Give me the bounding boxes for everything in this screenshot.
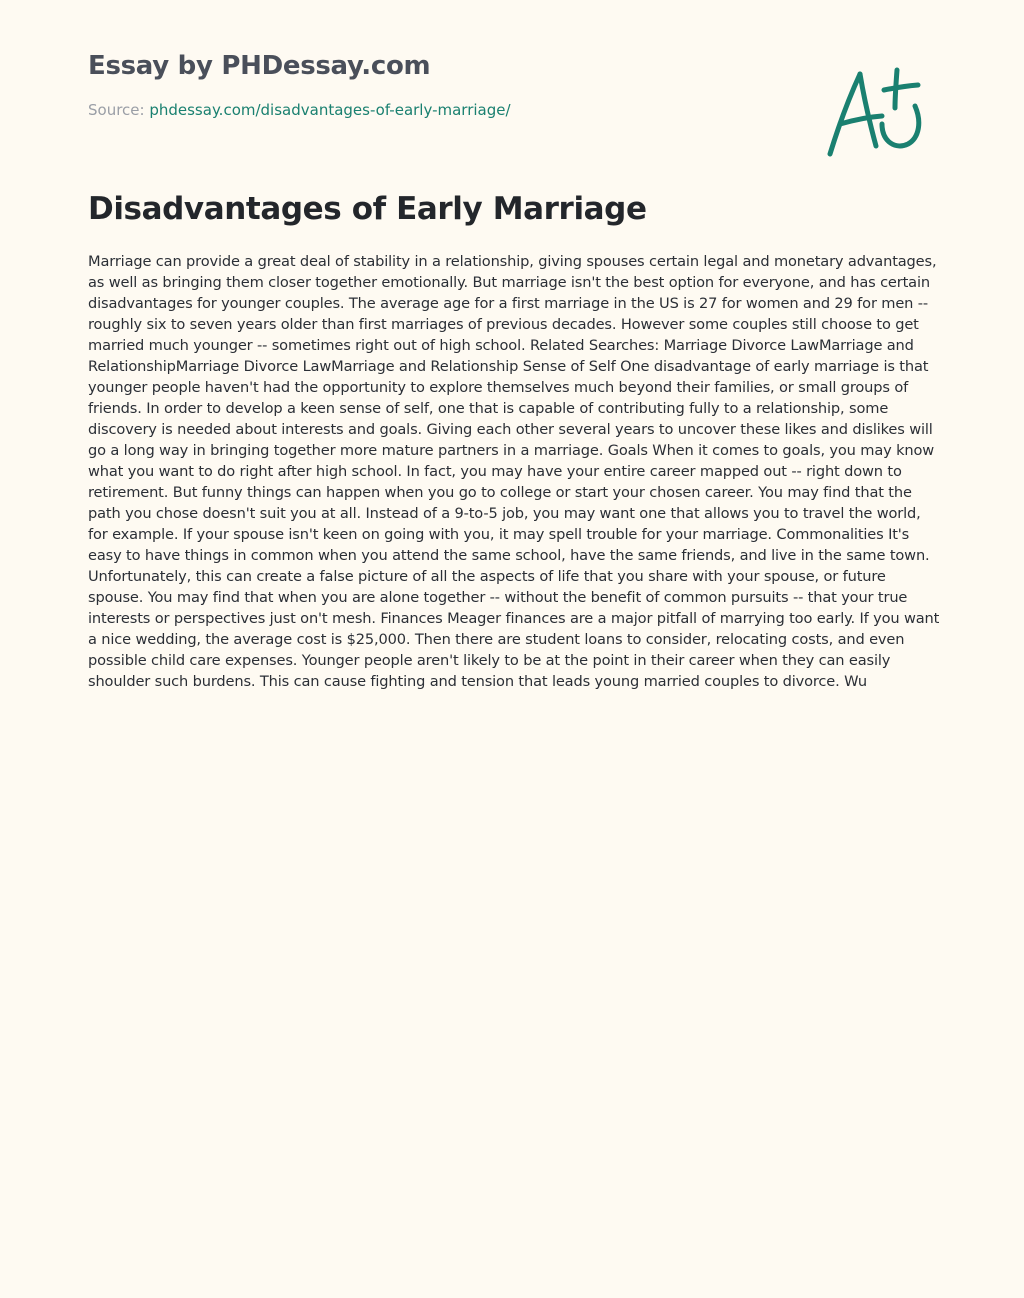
a-plus-grade-icon [820,62,930,162]
source-link[interactable]: phdessay.com/disadvantages-of-early-marriage/ [149,101,511,119]
essay-body: Marriage can provide a great deal of stability in a relationship, giving spouses certain legal and monetary advantages, as well as bringing them closer together emotionally. But marriage isn't the best option for everyone, and has certain disadvantages for younger couples. The average age for a first marriage in the US is 27 for women and 29 for men -- roughly six to seven years older than first marriages of previous decades. However some couples still choose to get married much younger -- sometimes right out of high school. Related Searches: Marriage Divorce LawMarriage and RelationshipMarriage Divorce LawMarriage and Relationship Sense of Self One disadvantage of early marriage is that younger people haven't had the opportunity to explore themselves much beyond their families, or small groups of friends. In order to develop a keen sense of self, one that is capable of contributing fully to a relationship, some discovery is needed about interests and goals. Giving each other several years to uncover these likes and dislikes will go a long way in bringing together more mature partners in a marriage. Goals When it comes to goals, you may know what you want to do right after high school. In fact, you may have your entire career mapped out -- right down to retirement. But funny things can happen when you go to college or start your chosen career. You may find that the path you chose doesn't suit you at all. Instead of a 9-to-5 job, you may want one that allows you to travel the world, for example. If your spouse isn't keen on going with you, it may spell trouble for your marriage. Commonalities It's easy to have things in common when you attend the same school, have the same friends, and live in the same town. Unfortunately, this can create a false picture of all the aspects of life that you share with your spouse, or future spouse. You may find that when you are alone together -- without the benefit of common pursuits -- that your true interests or perspectives just on't mesh. Finances Meager finances are a major pitfall of marrying too early. If you want a nice wedding, the average cost is $25,000. Then there are student loans to consider, relocating costs, and even possible child care expenses. Younger people aren't likely to be at the point in their career when they can easily shoulder such burdens. This can cause fighting and tension that leads young married couples to divorce. Wu [88,253,940,690]
source-line [88,100,511,120]
site-title: Essay by PHDessay.com [88,51,431,81]
source-label: Source: [88,101,150,119]
essay-title: Disadvantages of Early Marriage [88,191,647,227]
